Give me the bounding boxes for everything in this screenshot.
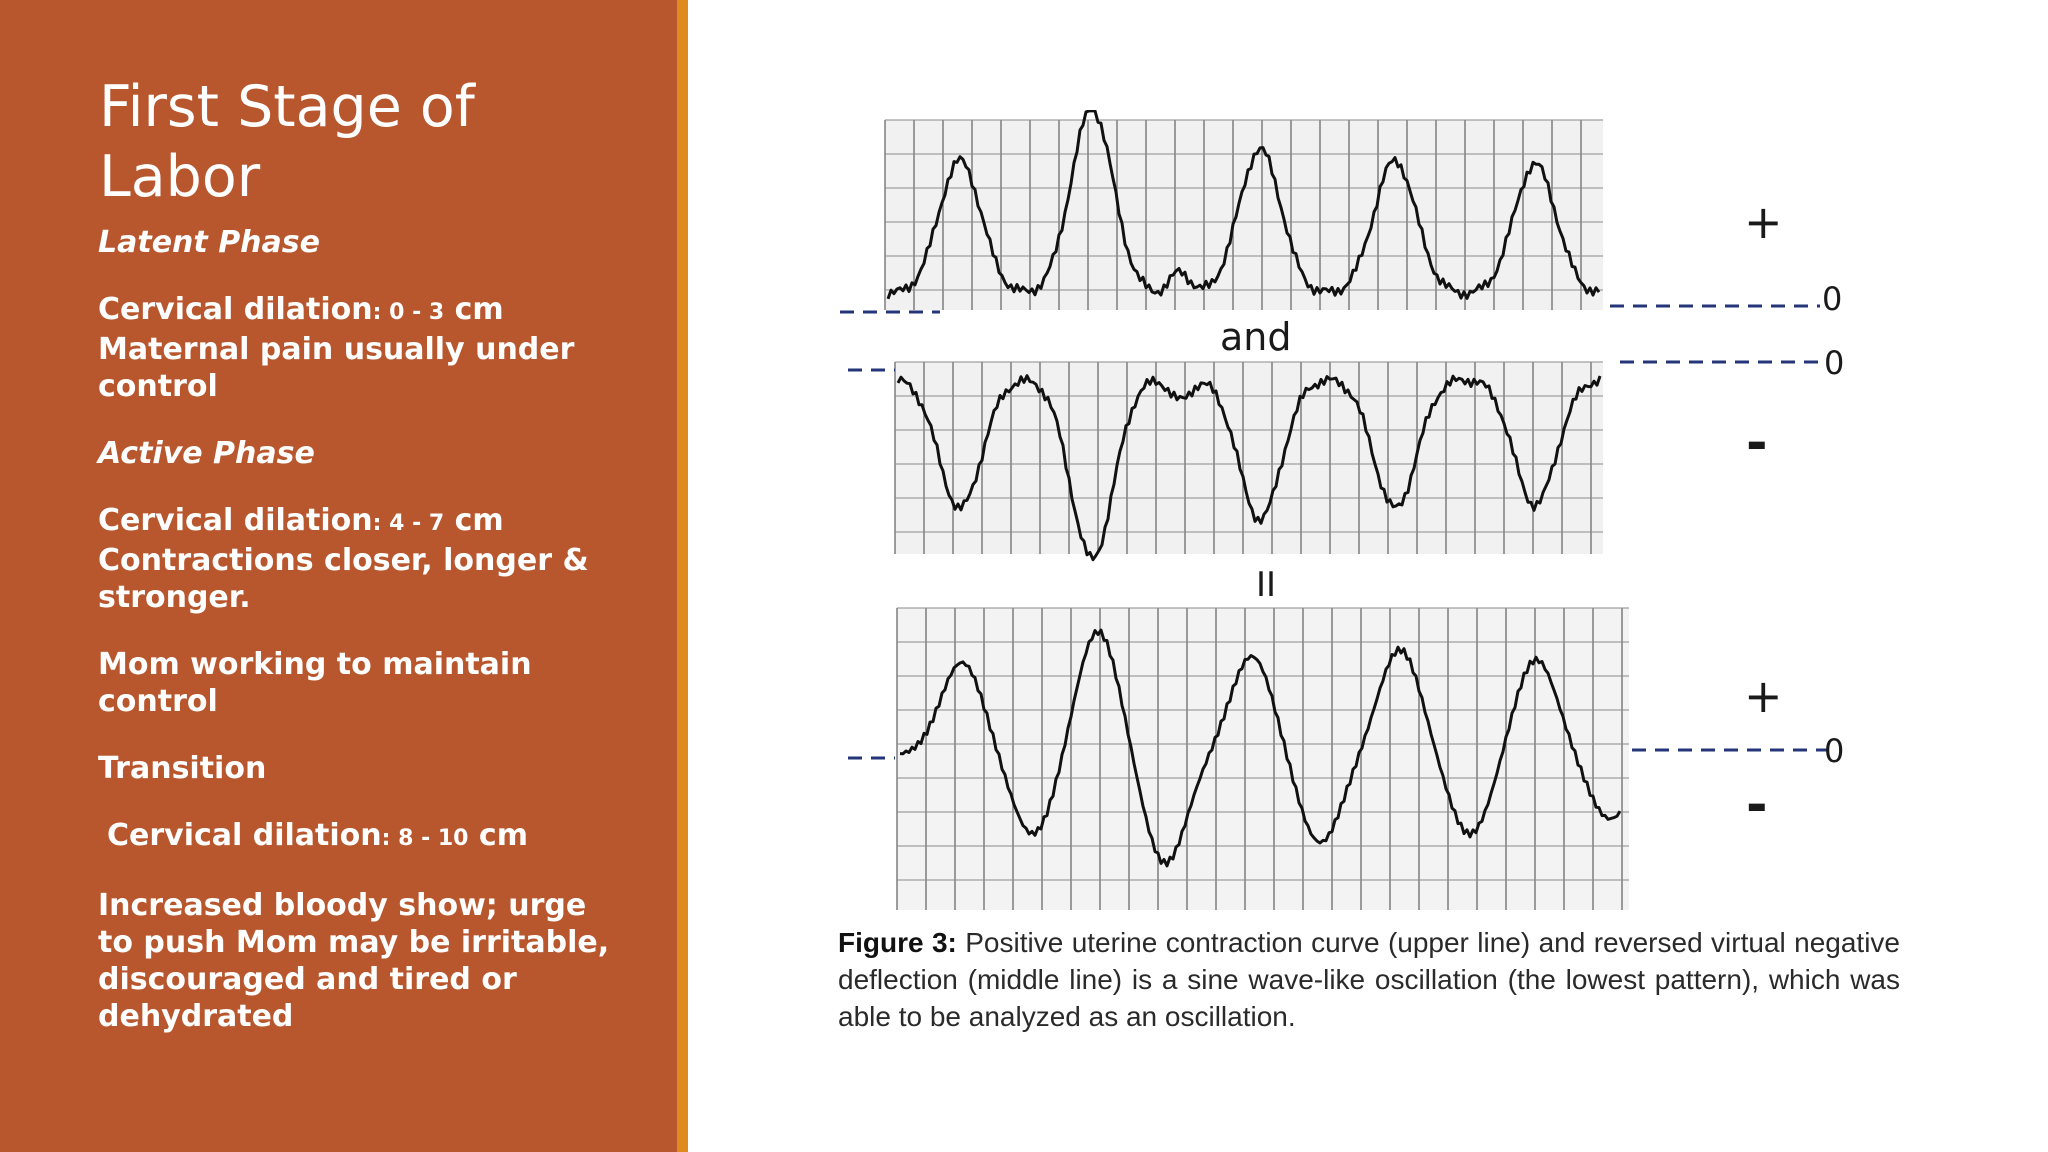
transition-dilation-unit: cm bbox=[468, 818, 528, 853]
active-dilation-label: Cervical dilation bbox=[98, 503, 373, 538]
middle-strip-grid bbox=[895, 362, 1603, 554]
slide-content bbox=[98, 224, 658, 1035]
caption-text: Positive uterine contraction curve (upper line) and reversed virtual negative deflection (middle line) is a sine wave-like oscillation (the lowest pattern), which was able to be analyzed as an oscillation. bbox=[838, 927, 1901, 1032]
active-dilation-unit: cm bbox=[444, 503, 504, 538]
latent-pain-line-2: control bbox=[98, 369, 218, 404]
title-line-2: Labor bbox=[99, 144, 261, 210]
active-phase-heading: Active Phase bbox=[98, 436, 315, 471]
active-dilation bbox=[98, 502, 658, 542]
and-label: and bbox=[1220, 315, 1292, 359]
latent-dilation-value: : 0 - 3 bbox=[372, 300, 445, 325]
active-contractions-line-1: Contractions closer, longer & bbox=[98, 543, 589, 578]
latent-dilation bbox=[98, 291, 658, 331]
active-dilation-value: : 4 - 7 bbox=[372, 511, 445, 536]
caption-label: Figure 3: bbox=[838, 927, 957, 958]
upper-plus-sign: + bbox=[1744, 195, 1783, 249]
latent-dilation-label: Cervical dilation bbox=[98, 292, 373, 327]
middle-zero-label: 0 bbox=[1824, 344, 1845, 382]
equals-label: II bbox=[1256, 565, 1277, 605]
active-mom-line-1: Mom working to maintain bbox=[98, 647, 532, 682]
lower-zero-label: 0 bbox=[1824, 732, 1845, 770]
active-contractions-line-2: stronger. bbox=[98, 580, 251, 615]
contraction-figure bbox=[820, 110, 1920, 910]
transition-heading: Transition bbox=[98, 751, 267, 786]
transition-dilation bbox=[98, 817, 658, 857]
transition-line-3: discouraged and tired or bbox=[98, 962, 517, 997]
transition-line-4: dehydrated bbox=[98, 999, 294, 1034]
transition-dilation-label: Cervical dilation bbox=[107, 818, 382, 853]
active-mom-line-2: control bbox=[98, 684, 218, 719]
title-line-1: First Stage of bbox=[99, 74, 475, 140]
transition-dilation-value: : 8 - 10 bbox=[381, 826, 469, 851]
transition-line-1: Increased bloody show; urge bbox=[98, 888, 587, 923]
slide-title bbox=[99, 72, 659, 212]
latent-dilation-unit: cm bbox=[444, 292, 504, 327]
figure-caption bbox=[838, 924, 1900, 1035]
upper-strip-grid bbox=[885, 120, 1603, 310]
upper-zero-label: 0 bbox=[1822, 280, 1843, 318]
lower-strip-grid bbox=[897, 608, 1629, 910]
lower-plus-sign: + bbox=[1744, 669, 1783, 723]
accent-bar bbox=[677, 0, 688, 1152]
latent-phase-heading: Latent Phase bbox=[98, 225, 320, 260]
latent-pain-line-1: Maternal pain usually under bbox=[98, 332, 575, 367]
lower-minus-sign: - bbox=[1746, 775, 1768, 835]
transition-line-2: to push Mom may be irritable, bbox=[98, 925, 610, 960]
middle-minus-sign: - bbox=[1746, 413, 1768, 473]
